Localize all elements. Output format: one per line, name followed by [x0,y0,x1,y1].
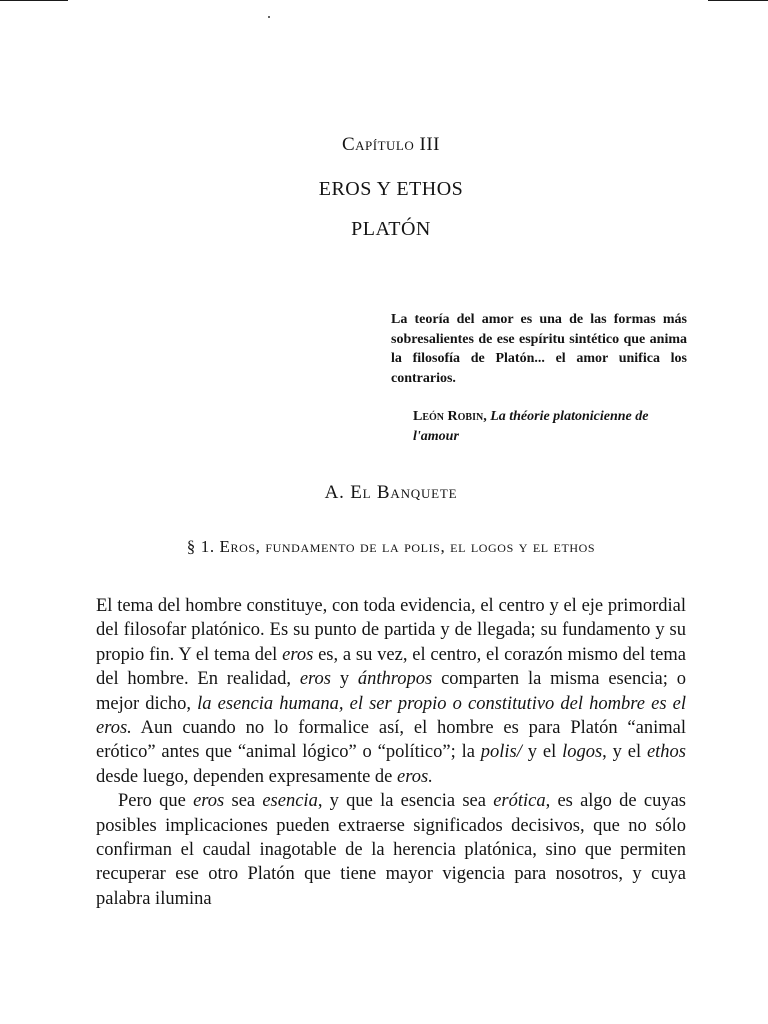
epigraph-quote: La teoría del amor es una de las formas más sobresalientes de ese espíritu sintético que anima la filosofía de Platón... el amor unifica los contrarios. [391,312,687,386]
text-run: El tema del hombre constituye, con toda evidencia, el centro y el eje primordial del filosofar platónico. Es su punto de partida y de llegada; su fundamento y su propio fin. Y el tema del [96,596,686,665]
italic-run: eros [193,791,225,812]
text-run: , y que la esencia sea [317,791,494,812]
scan-border-right [708,0,768,1]
text-run: y [331,669,358,690]
chapter-title: EROS Y ETHOS [318,178,464,200]
chapter-label: Capítulo III [341,134,440,155]
italic-run: esencia [262,791,318,812]
epigraph-author: León Robin [413,409,484,424]
body-paragraph-1 [96,594,686,789]
text-run: y el [521,742,563,763]
subsection-heading: § 1. Eros, fundamento de la polis, el logos y el ethos [186,537,596,556]
text-run: desde luego, dependen expresamente de [96,766,398,787]
italic-run: ánthropos [357,669,433,690]
body-text [96,594,686,911]
text-run: , y el [602,742,647,763]
body-paragraph-2 [96,789,686,911]
text-run: sea [224,791,263,812]
scan-speck [268,16,270,18]
chapter-subtitle: PLATÓN [351,218,431,240]
text-run: comparten la misma esencia; o mejor dicho, [96,669,686,714]
text-run: Pero que [118,791,194,812]
epigraph-separator: , [483,409,491,424]
italic-run: ethos [646,742,686,763]
text-run: es, a su vez, el centro, el corazón mismo del tema del hombre. En realidad, [96,644,686,690]
italic-run: eros [299,669,331,690]
italic-run: polis/ [480,742,522,763]
italic-run: la esencia humana, el ser propio o constitutivo del hombre es el eros. [96,693,686,739]
italic-run: logos [562,742,603,763]
epigraph-attribution [413,407,687,446]
scan-border-left [0,0,68,1]
italic-run: eros. [397,766,433,787]
text-run: , es algo de cuyas posibles implicaciones pueden extraerse significados decisivos, que no sólo confirman el caudal inagotable de la herencia platónica, sino que permiten recuperar ese otro Platón que tiene mayor vigencia para nosotros, y cuya palabra ilumina [96,791,686,909]
italic-run: erótica [493,791,546,812]
epigraph-work: La théorie platonicienne de l'amour [413,409,649,444]
italic-run: eros [282,644,314,665]
section-heading: A. El Banquete [324,482,458,503]
text-run: Aun cuando no lo formalice así, el hombre es para Platón “animal erótico” antes que “animal lógico” o “político”; la [96,718,686,763]
